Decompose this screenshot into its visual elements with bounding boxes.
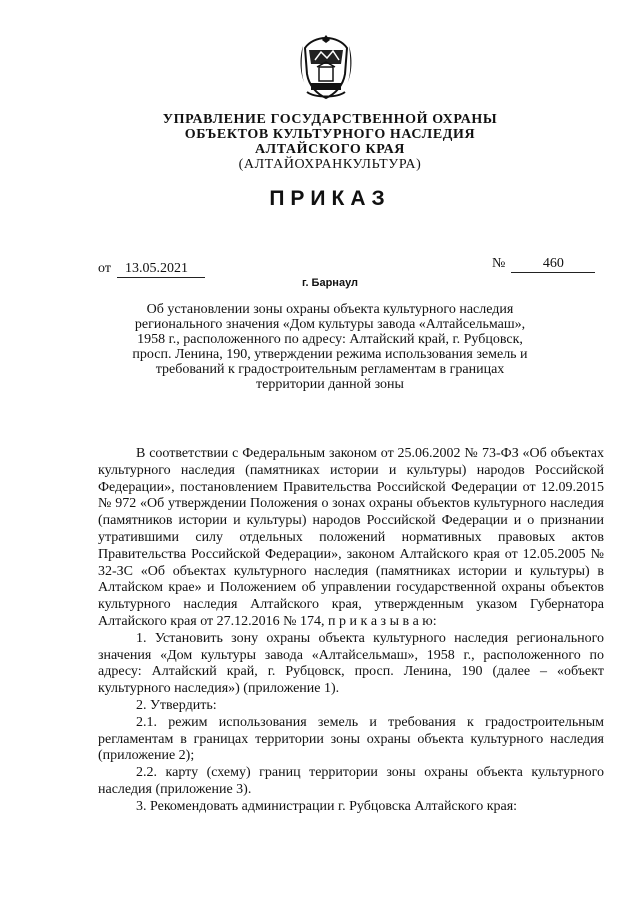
date-line [98,261,205,278]
document-title: ПРИКАЗ [269,187,391,210]
coat-of-arms-icon [297,34,355,102]
city: г. Барнаул [301,277,359,289]
clause-1-paragraph: 1. Установить зону охраны объекта культурного наследия регионального значения «Дом культуры завода «Алтайсельмаш», 1958 г., расположенного по адресу: Алтайский край, г. Рубцовск, просп. Ленина, 190 (далее – «объект культурного наследия») (приложение 1). [98,630,604,697]
date-prefix: от [98,261,111,276]
clause-2-2-paragraph: 2.2. карту (схему) границ территории зоны охраны объекта культурного наследия (приложение 3). [98,765,604,797]
order-body [98,446,604,816]
order-number: 460 [511,256,595,273]
clause-2-paragraph: 2. Утвердить: [136,697,217,713]
number-prefix: № [492,256,506,271]
agency-short-name: (АЛТАЙОХРАНКУЛЬТУРА) [238,157,422,172]
clause-3-paragraph: 3. Рекомендовать администрации г. Рубцовска Алтайского края: [136,798,518,814]
number-line [492,256,595,273]
order-date: 13.05.2021 [117,261,205,278]
agency-name-line-1: УПРАВЛЕНИЕ ГОСУДАРСТВЕННОЙ ОХРАНЫ [162,112,498,127]
preamble-paragraph: В соответствии с Федеральным законом от 25.06.2002 № 73-ФЗ «Об объектах культурного наследия (памятниках истории и культуры) народов Российской Федерации», постановлением Правительства Российской Федерации от 12.09.2015 № 972 «Об утверждении Положения о зонах охраны объектов культурного наследия (памятников истории и культуры) народов Российской Федерации и о признании утратившими силу отдельных положений нормативных правовых актов Правительства Российской Федерации», законом Алтайского края от 12.05.2005 № 32-ЗС «Об объектах культурного наследия (памятниках истории и культуры) в Алтайском крае» и Положением об управлении государственной охраны объектов культурного наследия Алтайского края, утвержденным указом Губернатора Алтайского края от 27.12.2016 № 174, п р и к а з ы в а ю: [98,446,604,629]
agency-name-line-3: АЛТАЙСКОГО КРАЯ [254,142,406,157]
agency-name-line-2: ОБЪЕКТОВ КУЛЬТУРНОГО НАСЛЕДИЯ [184,127,476,142]
clause-2-1-paragraph: 2.1. режим использования земель и требования к градостроительным регламентам в границах территории зоны охраны объекта культурного наследия (приложение 2); [98,714,604,764]
order-subject: Об установлении зоны охраны объекта культурного наследия регионального значения «Дом культуры завода «Алтайсельмаш», 1958 г., расположенного по адресу: Алтайский край, г. Рубцовск, просп. Ленина, 190, утверждении режима использования земель и требований к градостроительным регламентам в границах территории данной зоны [132,302,528,392]
